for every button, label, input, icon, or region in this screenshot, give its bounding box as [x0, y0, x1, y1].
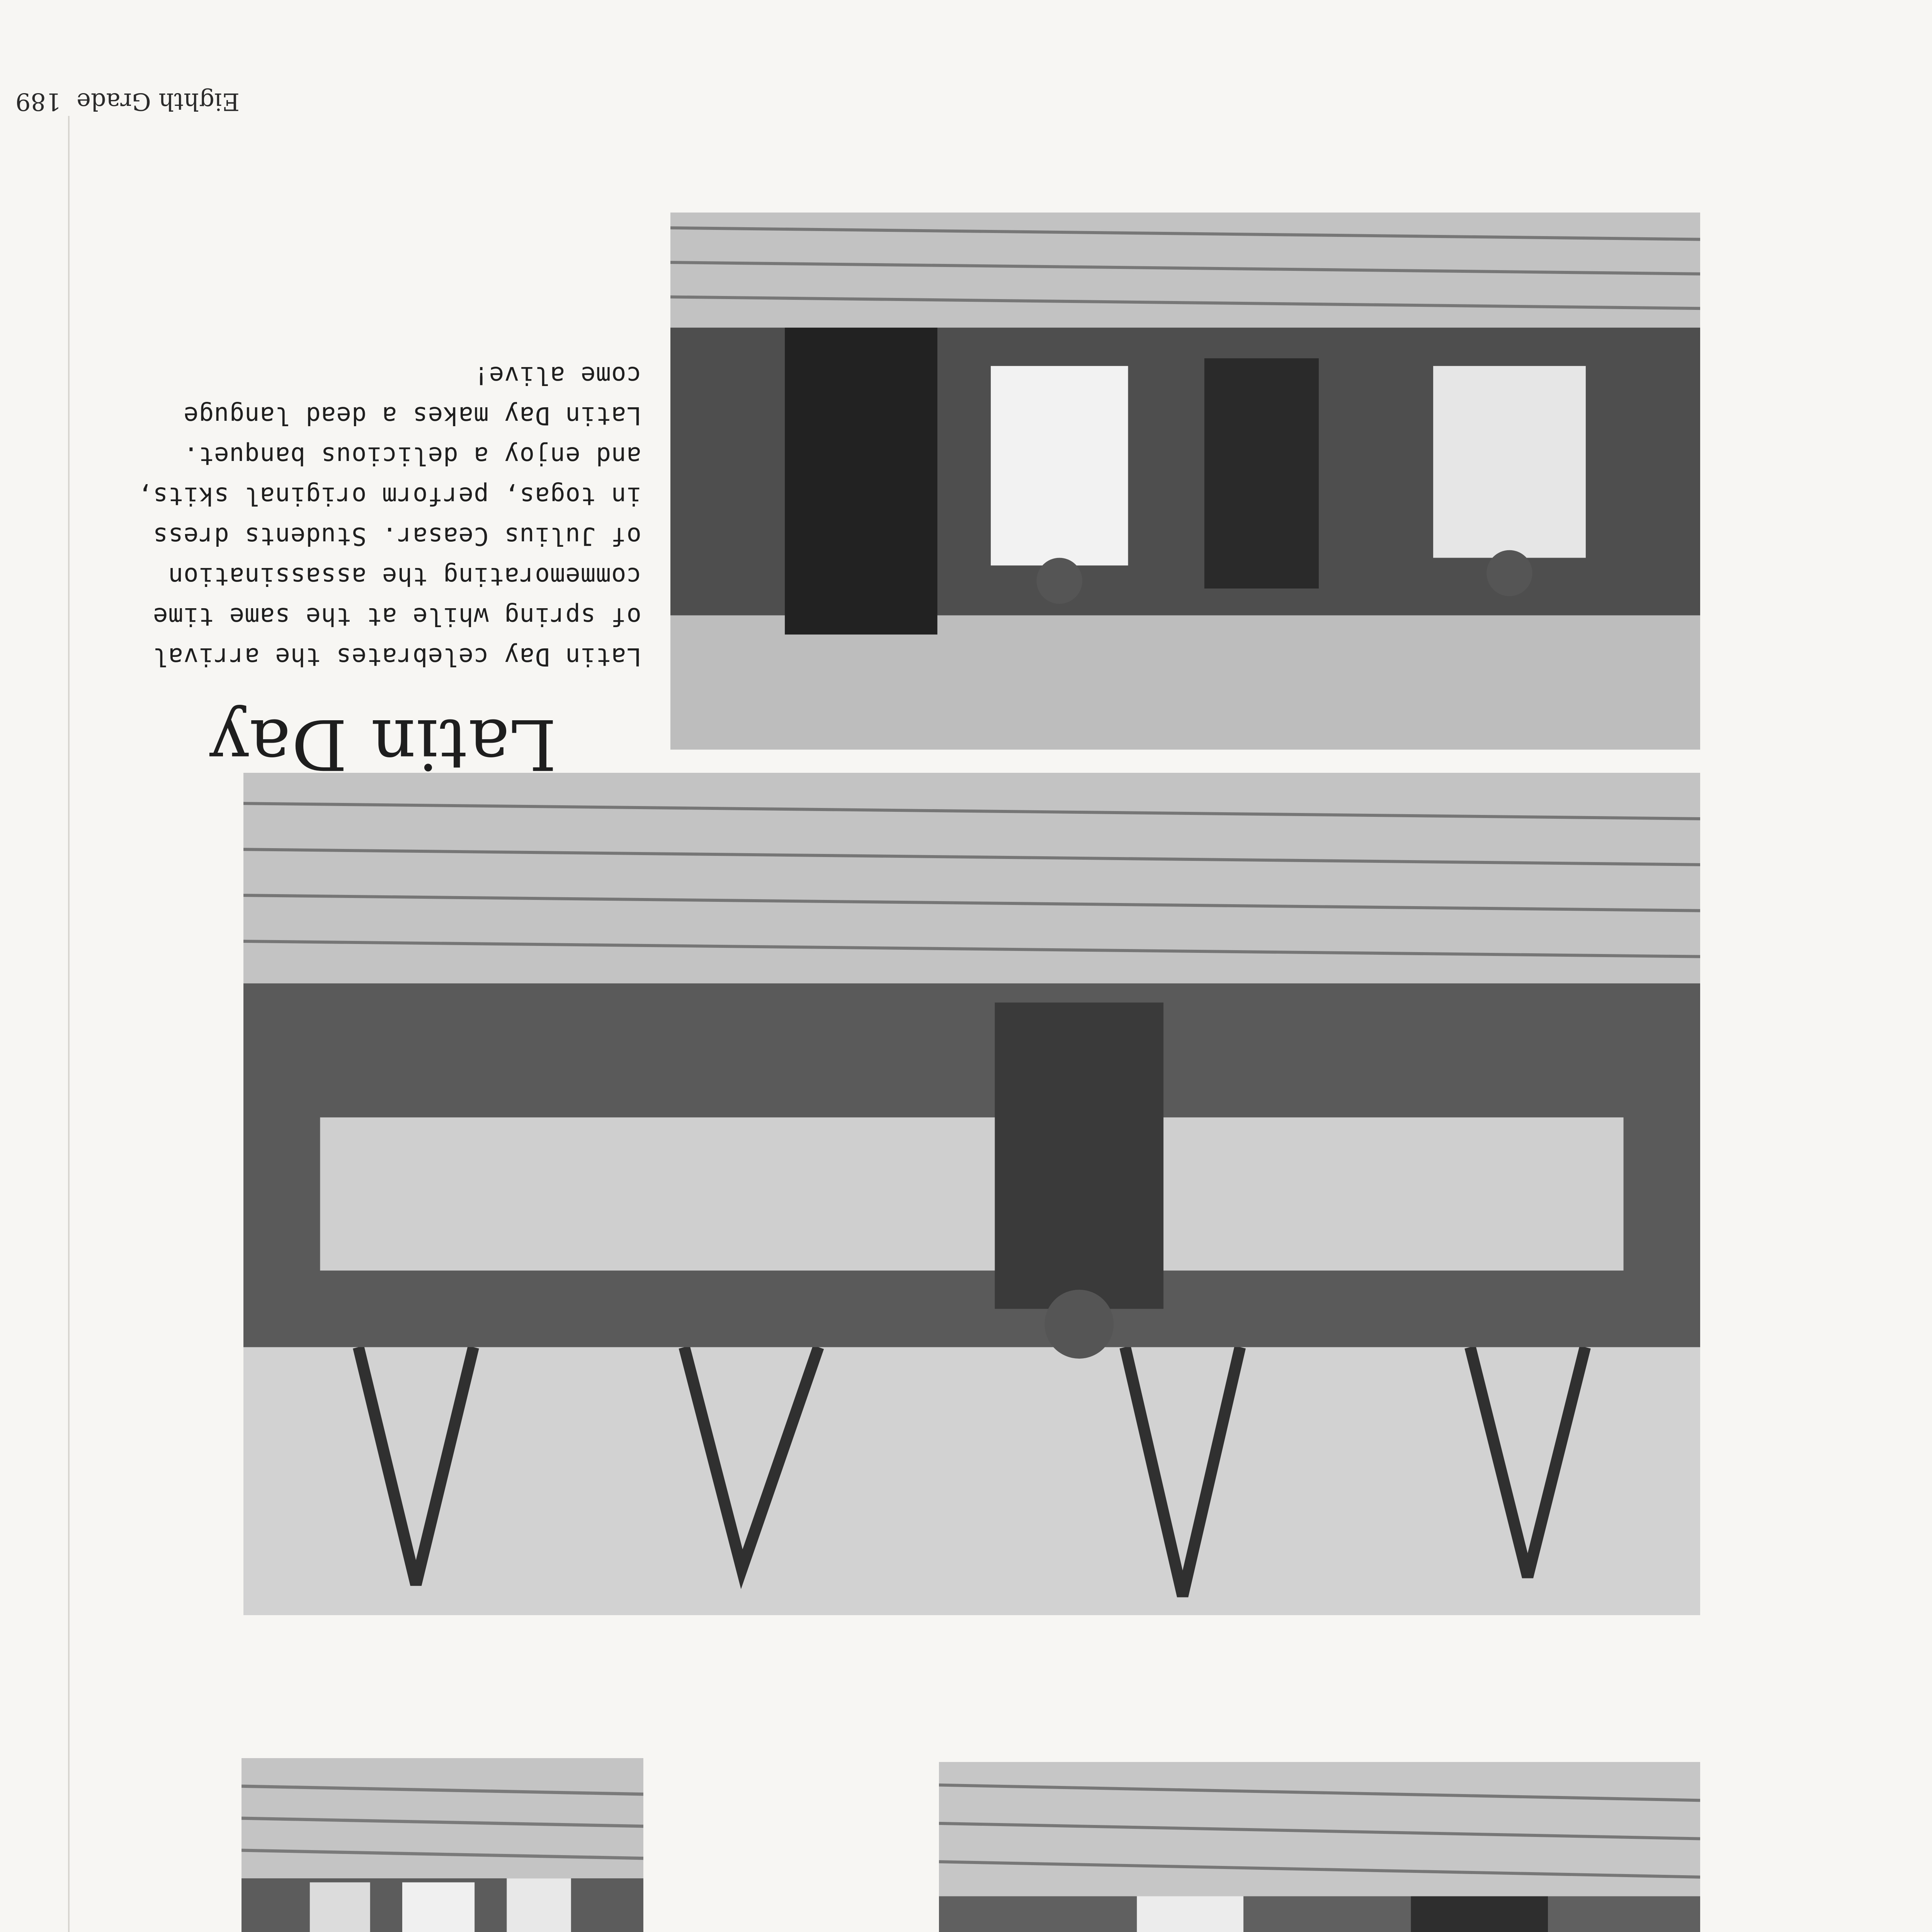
crowd-under-trees-photo — [243, 773, 1700, 1615]
page-edge-shadow — [68, 116, 70, 1932]
caption-line: in togas, perform original skits, — [137, 481, 641, 510]
caption-block — [124, 355, 641, 784]
caption-line: come alive! — [473, 361, 641, 389]
caption-line: of spring while at the same time — [153, 602, 641, 631]
page-folio — [15, 88, 240, 116]
caption-line: commemorating the assassination — [168, 562, 641, 590]
costumed-performers-photo — [670, 213, 1700, 750]
folio-page-number: 189 — [15, 88, 61, 116]
speaker-and-toga-photo — [939, 1762, 1700, 1932]
students-in-togas-photo — [242, 1758, 643, 1932]
caption-text — [124, 355, 641, 677]
folio-section: Eighth Grade — [77, 88, 240, 116]
caption-line: and enjoy a delicious banquet. — [183, 441, 641, 470]
caption-line: Latin Day celebrates the arrival — [153, 642, 641, 671]
caption-line: Latin Day makes a dead languge — [183, 401, 641, 430]
caption-line: of Julius Ceasar. Students dress — [153, 522, 641, 550]
page-title: Latin Day — [208, 704, 557, 784]
